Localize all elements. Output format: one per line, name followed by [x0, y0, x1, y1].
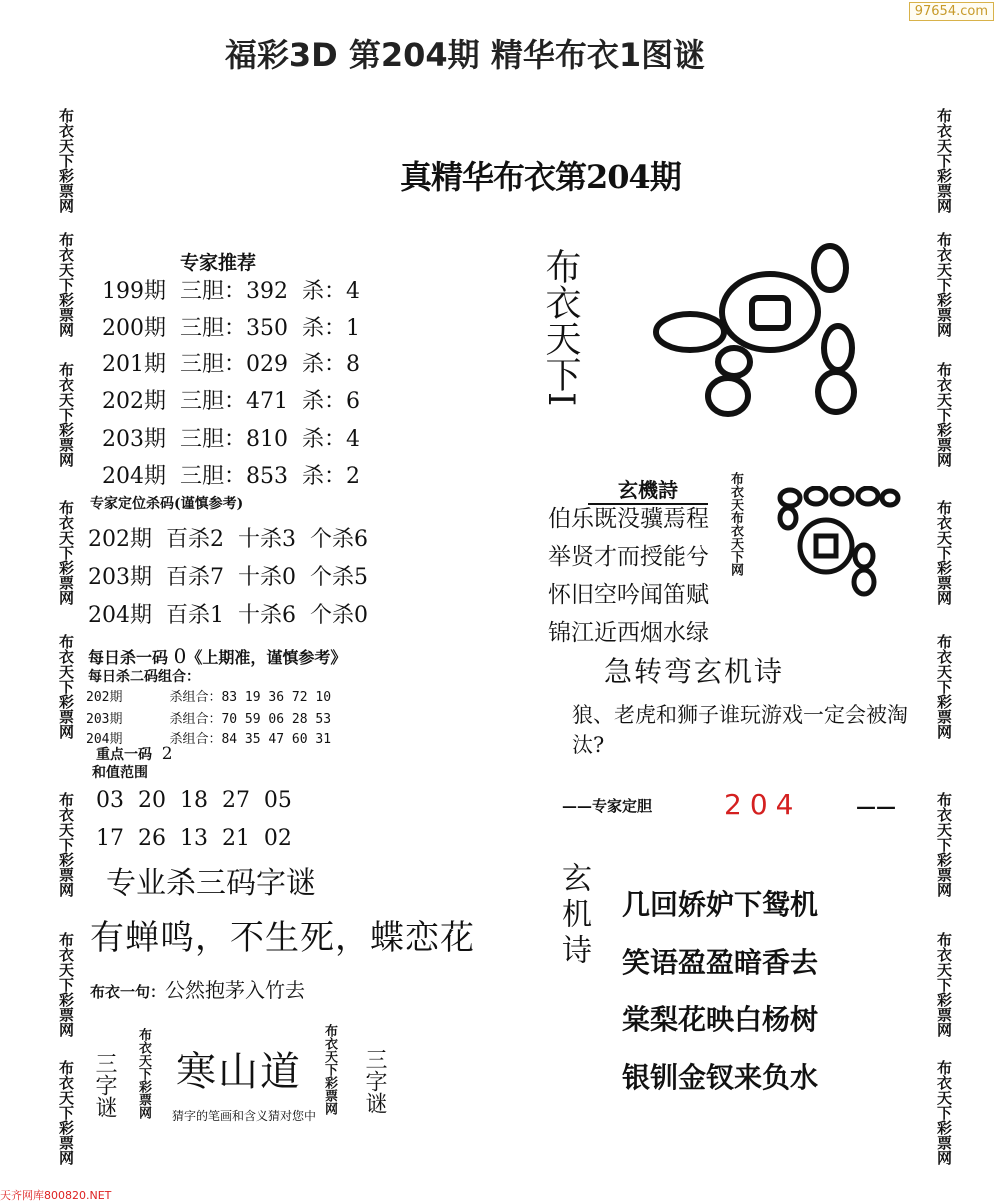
dan-cell: 三胆：392: [180, 279, 288, 304]
kill-two-label: 每日杀二码组合：: [88, 669, 200, 685]
dan-cell: 三胆：471: [180, 389, 288, 414]
side-label-right-8: 布衣天下彩票网: [935, 1060, 953, 1165]
poem-lines: [548, 500, 709, 652]
kill-cell: 杀：1: [302, 316, 360, 341]
expert-row: [102, 311, 360, 342]
ge-cell: 个杀0: [310, 603, 368, 628]
buyi-line: [90, 974, 305, 1003]
side-label-left-5: 布衣天下彩票网: [57, 634, 75, 739]
footer-watermark[interactable]: 天齐网库800820.NET: [0, 1189, 112, 1202]
kill-cell: 杀：8: [302, 352, 360, 377]
expert-row: [102, 422, 360, 453]
sum-range-label: 和值范围: [92, 765, 148, 781]
period-cell: 204期: [102, 464, 166, 489]
side-label-right-6: 布衣天下彩票网: [935, 792, 953, 897]
poem-title: 玄機詩: [588, 474, 708, 505]
kill-one-line: [88, 644, 346, 668]
expert-row: [102, 347, 360, 378]
hanshan-side-left: 布衣天下彩票网: [136, 1028, 151, 1119]
dan-cell: 三胆：029: [180, 352, 288, 377]
kill-cell: 杀：6: [302, 389, 360, 414]
coin-ring-graphic: [776, 486, 904, 604]
poem-side-vertical: 布衣天布衣天下网: [728, 472, 743, 576]
expert-row: [102, 384, 360, 415]
expert-dan-dash: ——: [856, 794, 896, 818]
side-label-left-4: 布衣天下彩票网: [57, 500, 75, 605]
side-label-left-1: 布衣天下彩票网: [57, 108, 75, 213]
zimi-text: 有蝉鸣，不生死，蝶恋花: [90, 918, 475, 958]
side-label-right-1: 布衣天下彩票网: [935, 108, 953, 213]
zimi-title: 专业杀三码字谜: [106, 866, 316, 901]
position-kill-row: [88, 522, 368, 553]
period-cell: 204期: [86, 732, 123, 747]
period-cell: 204期: [88, 603, 152, 628]
hanshan-side-right: 布衣天下彩票网: [322, 1024, 337, 1115]
expert-row: [102, 459, 360, 490]
san-zi-mi-left: 三字谜: [92, 1052, 117, 1118]
xuanji-vertical-title: 玄机诗: [556, 862, 591, 970]
kill-cell: 杀：4: [302, 427, 360, 452]
ge-cell: 个杀6: [310, 527, 368, 552]
poem-line: 锦江近西烟水绿: [548, 620, 709, 646]
period-cell: 202期: [88, 527, 152, 552]
xuanji-line: 棠梨花映白杨树: [622, 1003, 819, 1036]
combo-cell: 杀组合：70 59 06 28 53: [169, 712, 332, 727]
shi-cell: 十杀3: [238, 527, 296, 552]
position-kill-title: 专家定位杀码(谨慎参考): [90, 496, 244, 512]
side-label-right-5: 布衣天下彩票网: [935, 634, 953, 739]
period-cell: 199期: [102, 279, 166, 304]
position-kill-row: [88, 598, 368, 629]
side-label-left-3: 布衣天下彩票网: [57, 362, 75, 467]
buyi-label: 布衣一句：: [90, 983, 166, 1001]
bai-cell: 百杀7: [166, 565, 224, 590]
xuanji-line: 银钏金钗来负水: [622, 1060, 819, 1094]
kill-two-row: [86, 708, 331, 727]
dan-cell: 三胆：350: [180, 316, 288, 341]
side-label-right-3: 布衣天下彩票网: [935, 362, 953, 467]
sum-range-row-1: 03 20 18 27 05: [96, 788, 292, 813]
kill-cell: 杀：4: [302, 279, 360, 304]
side-label-right-7: 布衣天下彩票网: [935, 932, 953, 1037]
xuanji-line: 几回娇妒下鸳机: [622, 888, 819, 921]
dan-cell: 三胆：853: [180, 464, 288, 489]
san-zi-mi-right: 三字谜: [362, 1048, 387, 1114]
period-cell: 202期: [86, 690, 123, 705]
combo-cell: 杀组合：83 19 36 72 10: [169, 690, 332, 705]
side-label-left-6: 布衣天下彩票网: [57, 792, 75, 897]
expert-dan-label: ——专家定胆: [562, 797, 653, 815]
side-label-left-2: 布衣天下彩票网: [57, 232, 75, 337]
expert-dan-value: 204: [724, 788, 802, 821]
position-kill-row: [88, 560, 368, 591]
urgent-title: 急转弯玄机诗: [604, 655, 785, 688]
kill-one-label: 每日杀一码: [88, 648, 169, 667]
bai-cell: 百杀1: [166, 603, 224, 628]
big-vertical-title: 布衣天下I: [540, 248, 581, 407]
combo-cell: 杀组合：84 35 47 60 31: [169, 732, 332, 747]
sum-range-row-2: 17 26 13 21 02: [96, 826, 292, 851]
side-label-right-2: 布衣天下彩票网: [935, 232, 953, 337]
side-label-left-7: 布衣天下彩票网: [57, 932, 75, 1037]
poem-line: 举贤才而授能兮: [548, 544, 709, 570]
kill-two-row: [86, 686, 331, 705]
hanshan-text: 寒山道: [176, 1049, 302, 1095]
shi-cell: 十杀6: [238, 603, 296, 628]
xuanji-line: 笑语盈盈暗香去: [622, 945, 819, 979]
key-one-line: [96, 744, 173, 764]
kill-cell: 杀：2: [302, 464, 360, 489]
key-value: 2: [161, 744, 173, 764]
hanshan-note: 猜字的笔画和含义猜对您中: [172, 1109, 317, 1123]
page-title: 福彩3D 第204期 精华布衣1图谜: [224, 36, 706, 74]
expert-title: 专家推荐: [180, 252, 257, 274]
period-cell: 203期: [102, 427, 166, 452]
period-cell: 203期: [86, 712, 123, 727]
xuanji-lines: [622, 876, 818, 1106]
kill-one-note: 《上期准，谨慎参考》: [186, 648, 347, 667]
site-watermark[interactable]: 97654.com: [909, 2, 994, 21]
period-heading: 真精华布衣第204期: [400, 158, 681, 196]
period-cell: 201期: [102, 352, 166, 377]
poem-line: 伯乐既没骥焉程: [548, 506, 709, 532]
bai-cell: 百杀2: [166, 527, 224, 552]
period-cell: 202期: [102, 389, 166, 414]
poem-line: 怀旧空吟闻笛赋: [548, 582, 709, 608]
dan-cell: 三胆：810: [180, 427, 288, 452]
kill-one-value: 0: [173, 644, 187, 668]
key-label: 重点一码: [96, 747, 152, 763]
period-cell: 200期: [102, 316, 166, 341]
urgent-riddle: 狼、老虎和狮子谁玩游戏一定会被淘汰?: [572, 703, 908, 757]
coin-puzzle-graphic: [650, 240, 865, 422]
side-label-left-8: 布衣天下彩票网: [57, 1060, 75, 1165]
buyi-text: 公然抱茅入竹去: [165, 978, 306, 1002]
shi-cell: 十杀0: [238, 565, 296, 590]
period-cell: 203期: [88, 565, 152, 590]
ge-cell: 个杀5: [310, 565, 368, 590]
side-label-right-4: 布衣天下彩票网: [935, 500, 953, 605]
expert-row: [102, 274, 360, 305]
